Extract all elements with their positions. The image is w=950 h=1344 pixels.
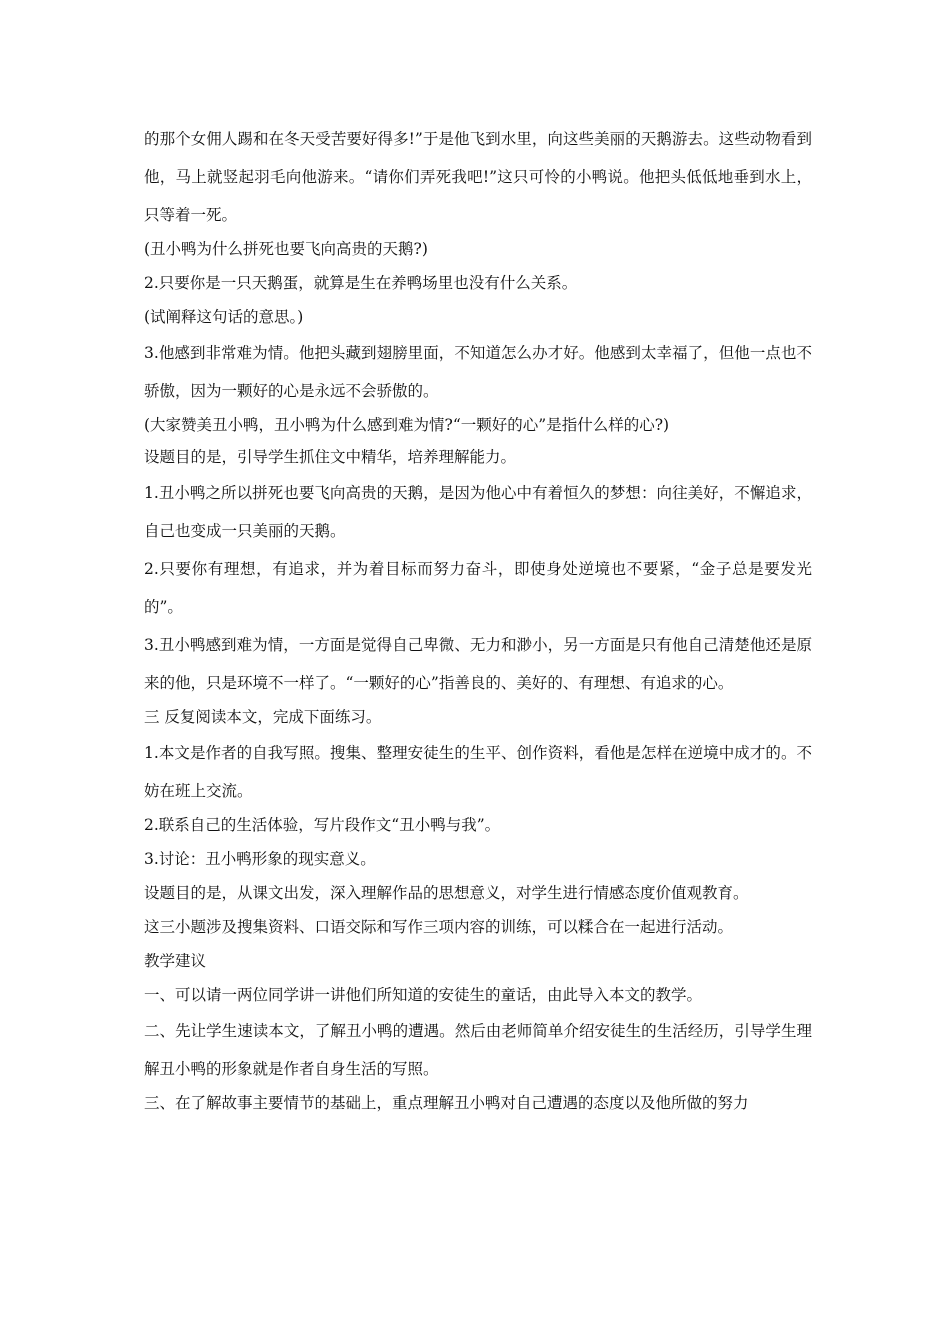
question-2-prompt: (试阐释这句话的意思。) [144,308,304,326]
excerpt-3: 3.他感到非常难为情。他把头藏到翅膀里面，不知道怎么办才好。他感到太幸福了，但他一点也不骄傲，因为一颗好的心是永远不会骄傲的。 [144,344,812,400]
story-excerpt-paragraph: 的那个女佣人踢和在冬天受苦要好得多!”于是他飞到水里，向这些美丽的天鹅游去。这些动物看到他，马上就竖起羽毛向他游来。“请你们弄死我吧!”这只可怜的小鸭说。他把头低低地垂到水上，只等着一死。 [144,130,812,224]
suggestion-2: 二、先让学生速读本文，了解丑小鸭的遭遇。然后由老师简单介绍安徒生的生活经历，引导学生理解丑小鸭的形象就是作者自身生活的写照。 [144,1022,812,1078]
document-body [144,120,812,1118]
design-purpose-note-1: 设题目的是，引导学生抓住文中精华，培养理解能力。 [144,448,517,466]
answer-1: 1.丑小鸭之所以拼死也要飞向高贵的天鹅，是因为他心中有着恒久的梦想：向往美好，不懈追求，自己也变成一只美丽的天鹅。 [144,484,812,540]
excerpt-2: 2.只要你是一只天鹅蛋，就算是生在养鸭场里也没有什么关系。 [144,274,578,292]
suggestion-1: 一、可以请一两位同学讲一讲他们所知道的安徒生的童话，由此导入本文的教学。 [144,986,703,1004]
question-3-prompt: (大家赞美丑小鸭，丑小鸭为什么感到难为情?“一颗好的心”是指什么样的心?) [144,416,670,434]
design-purpose-note-2: 设题目的是，从课文出发，深入理解作品的思想意义，对学生进行情感态度价值观教育。 [144,884,749,902]
exercise-1: 1.本文是作者的自我写照。搜集、整理安徒生的生平、创作资料，看他是怎样在逆境中成才的。不妨在班上交流。 [144,744,812,800]
answer-2: 2.只要你有理想，有追求，并为着目标而努力奋斗，即使身处逆境也不要紧，“金子总是要发光的”。 [144,560,812,616]
suggestion-3: 三、在了解故事主要情节的基础上，重点理解丑小鸭对自己遭遇的态度以及他所做的努力 [144,1094,749,1112]
exercise-3: 3.讨论：丑小鸭形象的现实意义。 [144,850,376,868]
question-1-prompt: (丑小鸭为什么拼死也要飞向高贵的天鹅?) [144,240,428,258]
activity-note: 这三小题涉及搜集资料、口语交际和写作三项内容的训练，可以糅合在一起进行活动。 [144,918,734,936]
teaching-suggestions-heading: 教学建议 [144,952,207,970]
answer-3: 3.丑小鸭感到难为情，一方面是觉得自己卑微、无力和渺小，另一方面是只有他自己清楚他还是原来的他，只是环境不一样了。“一颗好的心”指善良的、美好的、有理想、有追求的心。 [144,636,812,692]
exercise-2: 2.联系自己的生活体验，写片段作文“丑小鸭与我”。 [144,816,501,834]
section-3-heading: 三 反复阅读本文，完成下面练习。 [144,708,382,726]
